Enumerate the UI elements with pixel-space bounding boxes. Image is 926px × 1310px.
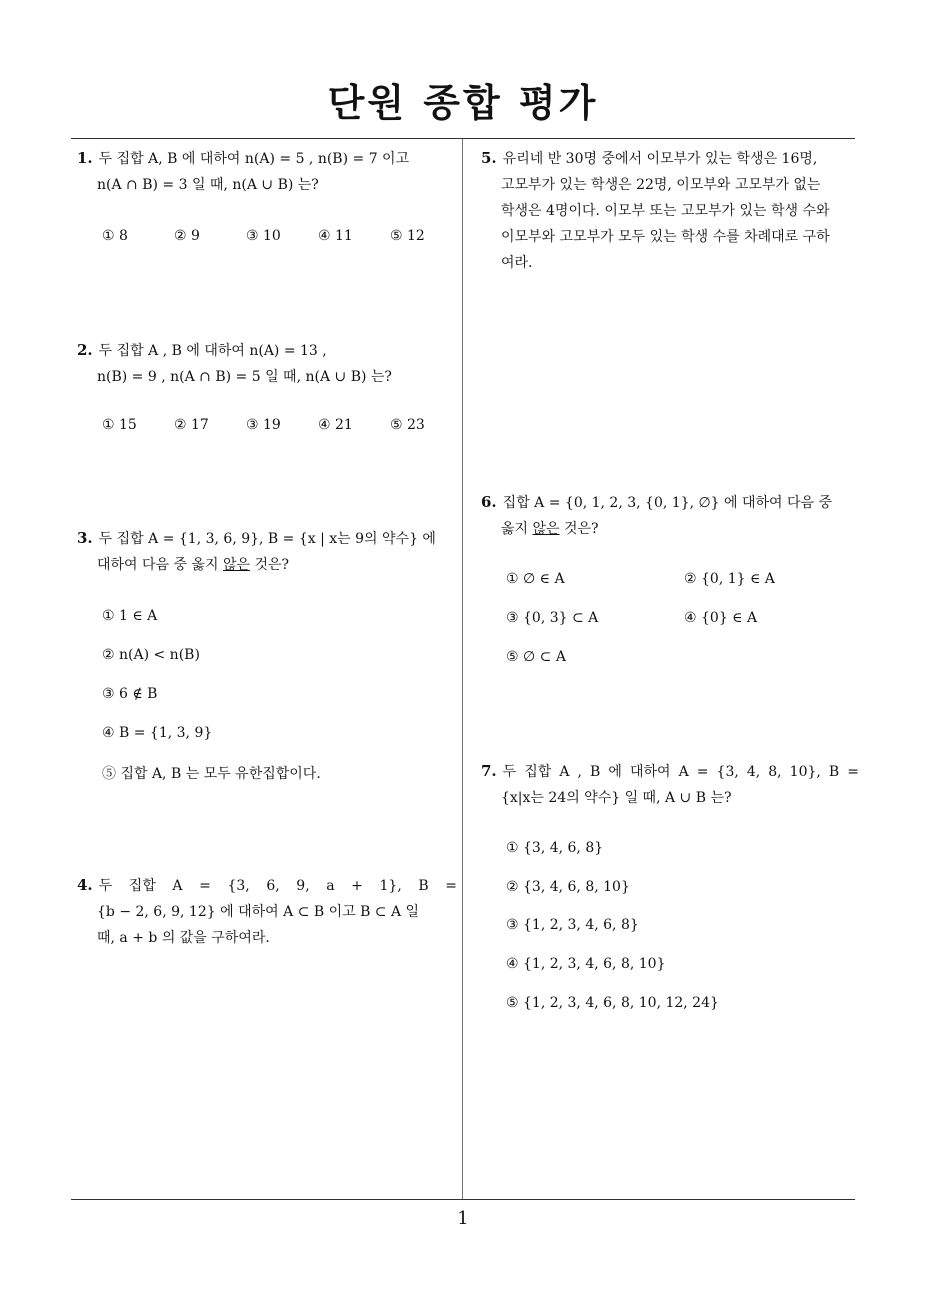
- question-number: 1.: [77, 149, 93, 167]
- question-text: n(B) = 9 , n(A ∩ B) = 5 일 때, n(A ∪ B) 는?: [97, 369, 392, 385]
- underlined-word: 않은: [532, 521, 560, 537]
- question-text: {b − 2, 6, 9, 12} 에 대하여 A ⊂ B 이고 B ⊂ A 일: [97, 904, 420, 920]
- option-3[interactable]: ③ {0, 3} ⊂ A: [506, 610, 599, 626]
- question-number: 3.: [77, 529, 93, 547]
- option-2[interactable]: ② {3, 4, 6, 8, 10}: [506, 879, 630, 895]
- question-text: 유리네 반 30명 중에서 이모부가 있는 학생은 16명,: [502, 151, 818, 167]
- option-4[interactable]: ④ 21: [318, 417, 353, 433]
- option-1[interactable]: ① ∅ ∈ A: [506, 571, 565, 587]
- option-4[interactable]: ④ {1, 2, 3, 4, 6, 8, 10}: [506, 956, 666, 972]
- question-text: 두 집합 A = {3, 6, 9, a + 1}, B =: [98, 878, 457, 894]
- question-text: 집합 A = {0, 1, 2, 3, {0, 1}, ∅} 에 대하여 다음 중: [502, 495, 833, 511]
- bottom-rule: [71, 1199, 855, 1200]
- question-text: 것은?: [559, 521, 599, 537]
- question-text: 때, a + b 의 값을 구하여라.: [97, 930, 270, 946]
- question-2-options: [102, 417, 462, 433]
- option-2[interactable]: ② n(A) < n(B): [102, 647, 200, 663]
- question-number: 7.: [481, 762, 497, 780]
- page-number: 1: [457, 1208, 469, 1229]
- option-1[interactable]: ① {3, 4, 6, 8}: [506, 840, 604, 856]
- question-text: 고모부가 있는 학생은 22명, 이모부와 고모부가 없는: [501, 177, 821, 193]
- option-5[interactable]: ⑤ 23: [390, 417, 425, 433]
- question-text: 것은?: [250, 557, 290, 573]
- option-5[interactable]: ⑤ {1, 2, 3, 4, 6, 8, 10, 12, 24}: [506, 995, 719, 1011]
- option-5[interactable]: ⑤ 12: [390, 228, 425, 244]
- question-number: 5.: [481, 149, 497, 167]
- question-number: 4.: [77, 876, 93, 894]
- question-text: 두 집합 A , B 에 대하여 n(A) = 13 ,: [98, 343, 327, 359]
- option-3[interactable]: ③ 6 ∉ B: [102, 686, 158, 702]
- question-1: [77, 145, 457, 198]
- question-text: 학생은 4명이다. 이모부 또는 고모부가 있는 학생 수와: [501, 203, 830, 219]
- option-1[interactable]: ① 15: [102, 417, 137, 433]
- question-text: 두 집합 A, B 에 대하여 n(A) = 5 , n(B) = 7 이고: [98, 151, 410, 167]
- question-text: 옳지: [501, 521, 533, 537]
- question-number: 2.: [77, 341, 93, 359]
- option-4[interactable]: ④ {0} ∈ A: [684, 610, 758, 626]
- question-text: {x|x는 24의 약수} 일 때, A ∪ B 는?: [501, 790, 732, 806]
- option-5[interactable]: ⑤ 집합 A, B 는 모두 유한집합이다.: [102, 766, 321, 782]
- question-6: [481, 489, 859, 542]
- option-2[interactable]: ② {0, 1} ∈ A: [684, 571, 775, 587]
- question-text: 두 집합 A = {1, 3, 6, 9}, B = {x | x는 9의 약수} 에: [98, 531, 436, 547]
- question-2: [77, 337, 457, 390]
- option-3[interactable]: ③ 19: [246, 417, 281, 433]
- top-rule: [71, 138, 855, 139]
- option-3[interactable]: ③ 10: [246, 228, 281, 244]
- question-text: 두 집합 A , B 에 대하여 A = {3, 4, 8, 10}, B =: [502, 764, 859, 780]
- question-text: 대하여 다음 중 옳지: [97, 557, 223, 573]
- question-4: [77, 872, 457, 951]
- option-2[interactable]: ② 17: [174, 417, 209, 433]
- underlined-word: 않은: [223, 557, 251, 573]
- question-text: n(A ∩ B) = 3 일 때, n(A ∪ B) 는?: [97, 177, 319, 193]
- question-3: [77, 525, 457, 578]
- question-5: [481, 145, 859, 276]
- option-4[interactable]: ④ 11: [318, 228, 353, 244]
- option-5[interactable]: ⑤ ∅ ⊂ A: [506, 649, 566, 665]
- option-2[interactable]: ② 9: [174, 228, 200, 244]
- question-7: [481, 758, 859, 811]
- page-title: 단원 종합 평가: [327, 81, 599, 125]
- option-1[interactable]: ① 8: [102, 228, 128, 244]
- question-1-options: [102, 228, 462, 244]
- option-3[interactable]: ③ {1, 2, 3, 4, 6, 8}: [506, 917, 639, 933]
- option-1[interactable]: ① 1 ∈ A: [102, 608, 158, 624]
- question-number: 6.: [481, 493, 497, 511]
- column-divider: [462, 139, 463, 1199]
- question-text: 여라.: [501, 255, 533, 271]
- question-text: 이모부와 고모부가 모두 있는 학생 수를 차례대로 구하: [501, 229, 830, 245]
- option-4[interactable]: ④ B = {1, 3, 9}: [102, 725, 213, 741]
